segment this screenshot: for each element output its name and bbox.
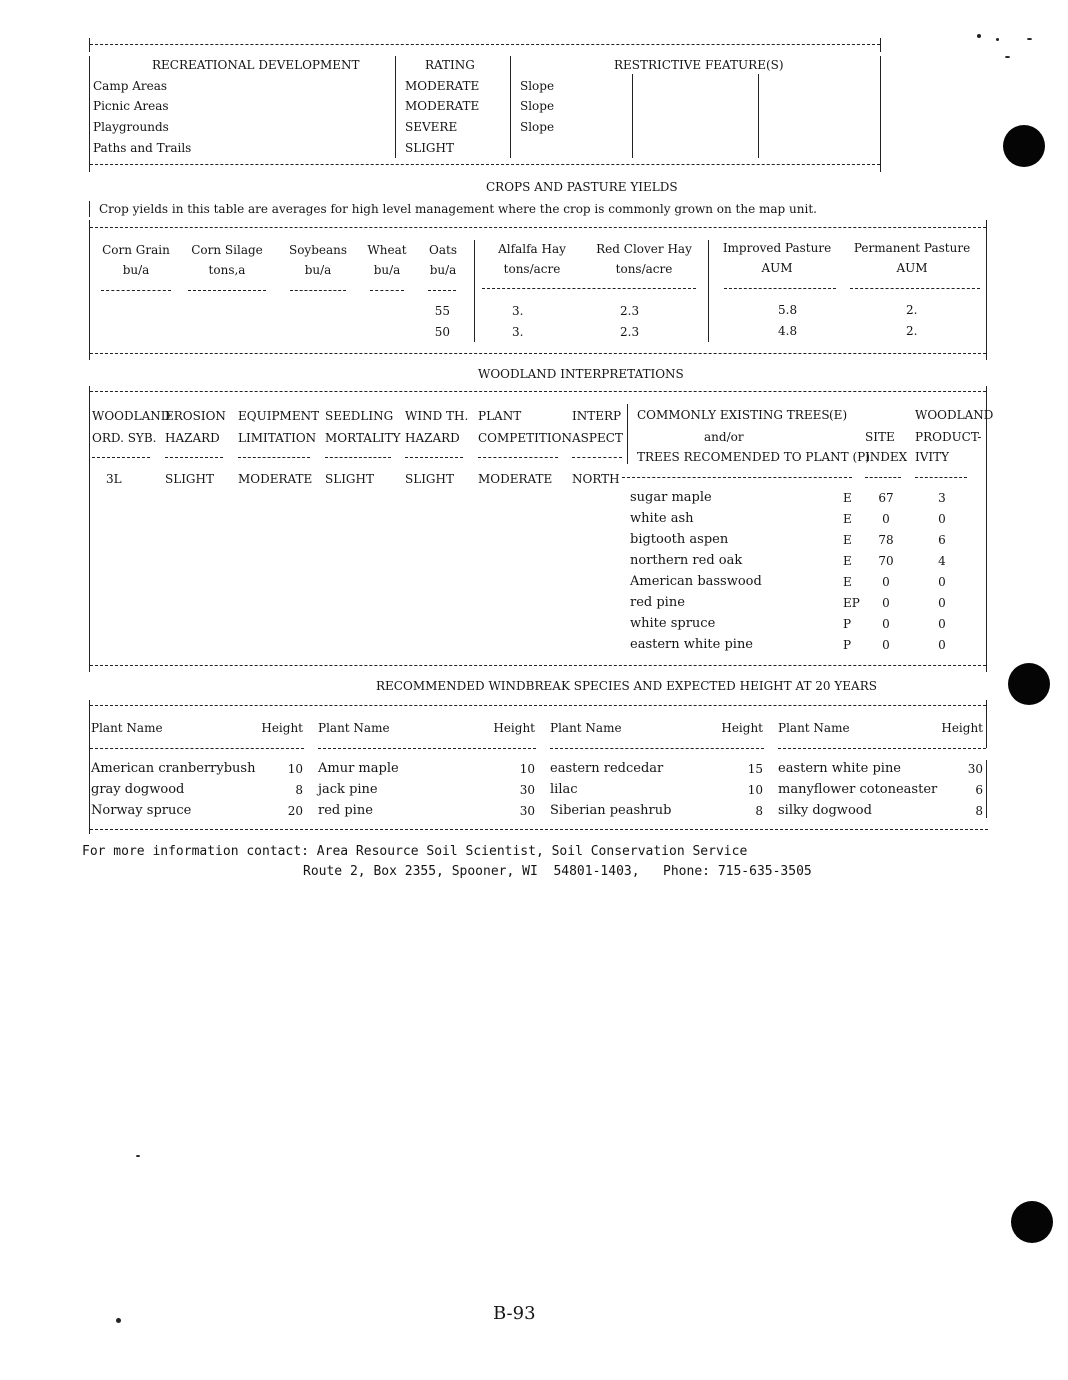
header: ORD. SYB.	[92, 431, 157, 445]
productivity: 3	[938, 491, 946, 505]
plant-height: 30	[519, 783, 535, 797]
column-unit: AUM	[896, 261, 928, 275]
recreation-rating: MODERATE	[405, 99, 480, 113]
rule	[482, 288, 696, 289]
punch-hole	[1011, 1201, 1053, 1243]
plant-height: 30	[967, 762, 983, 776]
rule	[758, 74, 759, 158]
rule	[622, 477, 852, 478]
tree-code: P	[843, 617, 852, 631]
rule	[89, 38, 90, 52]
rule	[89, 386, 90, 672]
seedling-mortality: SLIGHT	[325, 472, 374, 486]
column-header: Improved Pasture	[722, 241, 832, 255]
recreation-feature: Slope	[520, 99, 555, 113]
tree-name: sugar maple	[630, 490, 712, 505]
recreation-feature: Slope	[520, 120, 555, 134]
column-header-development: RECREATIONAL DEVELOPMENT	[152, 58, 360, 72]
punch-hole	[1003, 125, 1045, 167]
column-header: Soybeans	[288, 243, 348, 257]
plant-name: Norway spruce	[91, 803, 192, 818]
plant-height: 20	[287, 804, 303, 818]
rule	[90, 705, 986, 706]
rule	[850, 288, 980, 289]
rule	[572, 457, 622, 458]
rule	[880, 38, 881, 52]
plant-name: eastern redcedar	[550, 761, 664, 776]
recreation-dev: Playgrounds	[93, 120, 169, 134]
plant-height: 6	[975, 783, 983, 797]
rule	[90, 353, 986, 354]
tree-name: white ash	[630, 511, 694, 526]
column-unit: bu/a	[373, 263, 401, 277]
tree-name: red pine	[630, 595, 685, 610]
section-title: CROPS AND PASTURE YIELDS	[486, 180, 678, 194]
plant-height: 8	[755, 804, 763, 818]
equipment-limitation: MODERATE	[238, 472, 313, 486]
oats-value: 50	[434, 325, 450, 339]
header: IVITY	[915, 450, 950, 464]
rule	[90, 227, 986, 228]
rule	[986, 220, 987, 360]
rule	[90, 665, 986, 666]
rule	[395, 56, 396, 158]
tree-name: American basswood	[630, 574, 762, 589]
header: SITE	[865, 430, 895, 444]
column-header-rating: RATING	[425, 58, 475, 72]
erosion-hazard: SLIGHT	[165, 472, 214, 486]
rule	[915, 477, 967, 478]
header: HAZARD	[165, 431, 220, 445]
plant-competition: MODERATE	[478, 472, 553, 486]
oats-value: 55	[434, 304, 450, 318]
rule	[165, 457, 223, 458]
header: INTERP	[572, 409, 622, 423]
column-unit: AUM	[761, 261, 793, 275]
tree-name: white spruce	[630, 616, 716, 631]
recreation-rating: SEVERE	[405, 120, 458, 134]
productivity: 0	[938, 596, 946, 610]
column-header: Alfalfa Hay	[498, 242, 566, 256]
header: EROSION	[165, 409, 226, 423]
improved-pasture-value: 5.8	[778, 303, 798, 317]
section-title: RECOMMENDED WINDBREAK SPECIES AND EXPECTED HEIGHT AT 20 YEARS	[376, 679, 877, 693]
column-header-plant: Plant Name	[318, 721, 390, 735]
speck	[1005, 56, 1010, 58]
page-number: B-93	[493, 1303, 536, 1324]
rule	[880, 158, 881, 172]
improved-pasture-value: 4.8	[778, 324, 798, 338]
column-unit: tons,a	[208, 263, 246, 277]
punch-hole	[1008, 663, 1050, 705]
plant-name: red pine	[318, 803, 373, 818]
recreation-dev: Paths and Trails	[93, 141, 192, 155]
rule	[370, 290, 404, 291]
plant-name: eastern white pine	[778, 761, 902, 776]
rule	[90, 44, 880, 45]
column-header-height: Height	[493, 721, 535, 735]
rule	[238, 457, 310, 458]
tree-code: P	[843, 638, 852, 652]
column-unit: tons/acre	[503, 262, 561, 276]
column-header-plant: Plant Name	[91, 721, 163, 735]
plant-name: Amur maple	[318, 761, 399, 776]
plant-name: silky dogwood	[778, 803, 872, 818]
column-header: Corn Grain	[102, 243, 170, 257]
rule	[89, 700, 90, 834]
header: TREES RECOMENDED TO PLANT (P)	[637, 450, 870, 464]
windthrow-hazard: SLIGHT	[405, 472, 454, 486]
column-header-height: Height	[261, 721, 303, 735]
alfalfa-value: 3.	[512, 304, 524, 318]
tree-name: eastern white pine	[630, 637, 754, 652]
tree-code: E	[843, 533, 852, 547]
column-header-plant: Plant Name	[778, 721, 850, 735]
rule	[550, 748, 764, 749]
rule	[986, 760, 987, 818]
interp-aspect: NORTH	[572, 472, 620, 486]
rule	[325, 457, 391, 458]
rule	[89, 56, 90, 158]
column-unit: bu/a	[429, 263, 457, 277]
crops-note: Crop yields in this table are averages for high level management where the crop is commonly grown on the map unit.	[99, 202, 817, 216]
productivity: 0	[938, 575, 946, 589]
rule	[90, 829, 988, 830]
column-unit: bu/a	[304, 263, 332, 277]
plant-name: lilac	[550, 782, 578, 797]
plant-name: Siberian peashrub	[550, 803, 672, 818]
productivity: 4	[938, 554, 946, 568]
plant-name: gray dogwood	[91, 782, 185, 797]
speck	[136, 1155, 140, 1157]
contact-line: For more information contact: Area Resource Soil Scientist, Soil Conservation Service	[82, 844, 748, 859]
plant-height: 8	[975, 804, 983, 818]
header: COMMONLY EXISTING TREES	[637, 408, 830, 422]
site-index: 70	[878, 554, 894, 568]
column-unit: tons/acre	[615, 262, 673, 276]
column-header: Corn Silage	[191, 243, 263, 257]
productivity: 0	[938, 638, 946, 652]
header: PLANT	[478, 409, 522, 423]
plant-name: manyflower cotoneaster	[778, 782, 938, 797]
column-unit: bu/a	[122, 263, 150, 277]
header: EQUIPMENT	[238, 409, 320, 423]
header: SEEDLING	[325, 409, 394, 423]
rule	[724, 288, 836, 289]
site-index: 0	[882, 512, 890, 526]
tree-code: E	[843, 491, 852, 505]
permanent-pasture-value: 2.	[906, 303, 918, 317]
tree-name: bigtooth aspen	[630, 532, 729, 547]
recreation-rating: SLIGHT	[405, 141, 454, 155]
tree-code: E	[843, 512, 852, 526]
clover-value: 2.3	[620, 325, 640, 339]
plant-height: 10	[519, 762, 535, 776]
plant-height: 30	[519, 804, 535, 818]
tree-code: E	[843, 554, 852, 568]
site-index: 0	[882, 638, 890, 652]
rule	[632, 74, 633, 158]
header: WIND TH.	[405, 409, 469, 423]
speck	[1027, 38, 1032, 40]
rule	[478, 457, 558, 458]
recreation-feature: Slope	[520, 79, 555, 93]
rule	[89, 201, 90, 217]
column-header-restrictive-features: RESTRICTIVE FEATURE(S)	[614, 58, 784, 72]
site-index: 0	[882, 617, 890, 631]
plant-height: 8	[295, 783, 303, 797]
rule	[318, 748, 536, 749]
header: WOODLAND	[92, 409, 171, 423]
rule	[188, 290, 266, 291]
header: PRODUCT-	[915, 430, 982, 444]
rule	[510, 56, 511, 158]
header: COMPETITION	[478, 431, 572, 445]
rule	[290, 290, 346, 291]
column-header: Permanent Pasture	[853, 241, 971, 255]
header: WOODLAND	[915, 408, 994, 422]
header: INDEX	[865, 450, 908, 464]
header: ASPECT	[572, 431, 623, 445]
rule	[708, 240, 709, 342]
rule	[986, 700, 987, 748]
column-header: Red Clover Hay	[596, 242, 692, 256]
rule	[474, 240, 475, 342]
plant-name: jack pine	[318, 782, 378, 797]
address-line: Route 2, Box 2355, Spooner, WI 54801-1403, Phone: 715-635-3505	[303, 864, 812, 879]
recreation-dev: Camp Areas	[93, 79, 168, 93]
header: MORTALITY	[325, 431, 401, 445]
rule	[89, 158, 90, 172]
tree-code: EP	[843, 596, 860, 610]
recreation-rating: MODERATE	[405, 79, 480, 93]
header: HAZARD	[405, 431, 460, 445]
rule	[428, 290, 456, 291]
plant-height: 15	[747, 762, 763, 776]
column-header-height: Height	[941, 721, 983, 735]
site-index: 0	[882, 575, 890, 589]
site-index: 67	[878, 491, 894, 505]
tree-code: E	[843, 575, 852, 589]
header: and/or	[704, 430, 744, 444]
column-header-plant: Plant Name	[550, 721, 622, 735]
rule	[880, 56, 881, 158]
plant-name: American cranberrybush	[91, 761, 256, 776]
column-header-height: Height	[721, 721, 763, 735]
recreation-dev: Picnic Areas	[93, 99, 169, 113]
header: (E)	[829, 408, 848, 422]
productivity: 6	[938, 533, 946, 547]
site-index: 0	[882, 596, 890, 610]
speck	[996, 38, 999, 41]
productivity: 0	[938, 512, 946, 526]
speck	[116, 1318, 121, 1323]
plant-height: 10	[747, 783, 763, 797]
plant-height: 10	[287, 762, 303, 776]
column-header: Oats	[429, 243, 457, 257]
rule	[101, 290, 171, 291]
rule	[405, 457, 463, 458]
productivity: 0	[938, 617, 946, 631]
woodland-ordination: 3L	[106, 472, 122, 486]
clover-value: 2.3	[620, 304, 640, 318]
tree-name: northern red oak	[630, 553, 743, 568]
rule	[92, 457, 150, 458]
rule	[865, 477, 901, 478]
column-header: Wheat	[367, 243, 407, 257]
header: LIMITATION	[238, 431, 317, 445]
rule	[986, 386, 987, 672]
permanent-pasture-value: 2.	[906, 324, 918, 338]
site-index: 78	[878, 533, 894, 547]
rule	[627, 404, 628, 464]
section-title: WOODLAND INTERPRETATIONS	[478, 367, 684, 381]
rule	[90, 391, 986, 392]
rule	[90, 748, 304, 749]
speck	[977, 34, 981, 38]
rule	[89, 220, 90, 360]
alfalfa-value: 3.	[512, 325, 524, 339]
rule	[778, 748, 986, 749]
rule	[90, 164, 880, 165]
